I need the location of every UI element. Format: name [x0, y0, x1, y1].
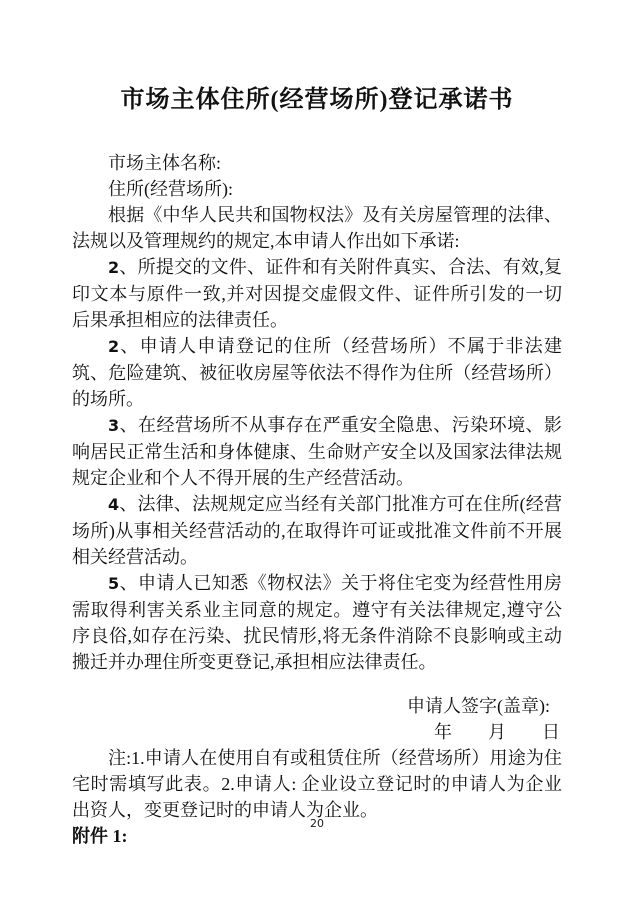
item-3-number: 3 [108, 416, 120, 435]
page-number: 20 [310, 817, 324, 830]
commitment-item-4 [72, 491, 562, 570]
item-4-number: 4 [108, 495, 120, 514]
item-5-text: 、申请人已知悉《物权法》关于将住宅变为经营性用房需取得利害关系业主同意的规定。遵守有关法律规定,遵守公序良俗,如存在污染、扰民情形,将无条件消除不良影响或主动搬迁并办理住所变更登记,承担相应法律责任。 [72, 573, 562, 672]
commitment-item-5 [72, 570, 562, 675]
item-2-number: 2 [108, 337, 120, 356]
field-market-entity-name: 市场主体名称: [108, 153, 222, 173]
attachment-label: 附件 1: [72, 826, 128, 846]
document-title: 市场主体住所(经营场所)登记承诺书 [120, 87, 514, 113]
item-1-text: 、所提交的文件、证件和有关附件真实、合法、有效,复印文本与原件一致,并对因提交虚假文件、证件所引发的一切后果承担相应的法律责任。 [72, 257, 562, 330]
intro-paragraph: 根据《中华人民共和国物权法》及有关房屋管理的法律、法规以及管理规约的规定,本申请人作出如下承诺: [72, 205, 562, 251]
date-line: 年 月 日 [434, 722, 560, 742]
notes-paragraph: 注:1.申请人在使用自有或租赁住所（经营场所）用途为住宅时需填写此表。2.申请人: 企业设立登记时的申请人为企业出资人，变更登记时的申请人为企业。 [72, 748, 562, 820]
item-4-text: 、法律、法规规定应当经有关部门批准方可在住所(经营场所)从事相关经营活动的,在取得许可证或批准文件前不开展相关经营活动。 [72, 494, 562, 567]
document-content [72, 84, 562, 849]
commitment-item-1 [72, 254, 562, 333]
applicant-signature-line: 申请人签字(盖章): [407, 696, 550, 716]
item-3-text: 、在经营场所不从事存在严重安全隐患、污染环境、影响居民正常生活和身体健康、生命财产安全以及国家法律法规规定企业和个人不得开展的生产经营活动。 [72, 415, 562, 488]
commitment-item-2 [72, 333, 562, 412]
field-residence-business-premises: 住所(经营场所): [108, 179, 233, 199]
item-2-text: 、申请人申请登记的住所（经营场所）不属于非法建筑、危险建筑、被征收房屋等依法不得作为住所（经营场所）的场所。 [72, 336, 562, 409]
item-5-number: 5 [108, 574, 120, 593]
commitment-item-3 [72, 412, 562, 491]
item-1-number: 2 [108, 258, 120, 277]
